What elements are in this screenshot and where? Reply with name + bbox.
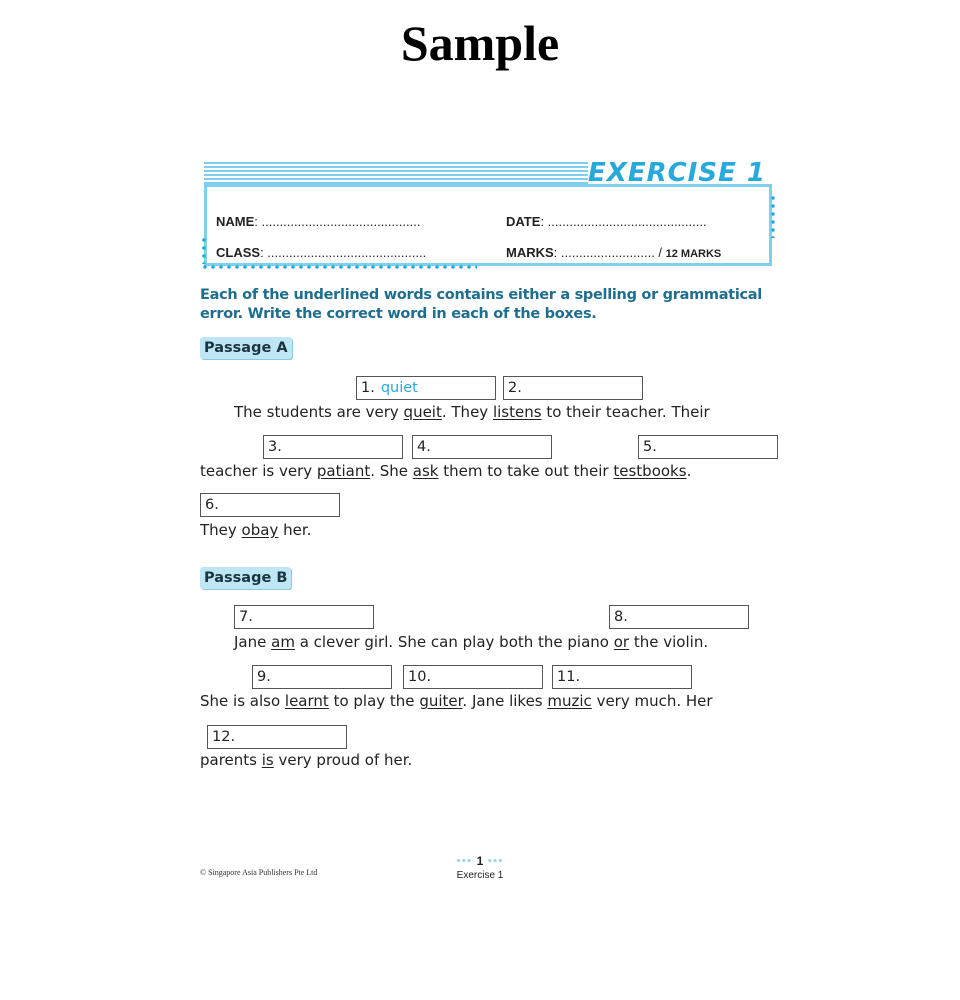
answer-box-6[interactable] <box>200 493 340 517</box>
passage-b-line-3: parents is very proud of her. <box>200 751 413 769</box>
box-number: 10. <box>408 669 432 685</box>
answer-box-3[interactable] <box>263 435 403 459</box>
box-number: 4. <box>417 439 431 455</box>
answer-box-9[interactable] <box>252 665 392 689</box>
box-number: 2. <box>508 380 522 396</box>
box-number: 11. <box>557 669 581 685</box>
name-field[interactable] <box>216 214 420 229</box>
answer-box-8[interactable] <box>609 605 749 629</box>
error-word: queit <box>403 403 442 421</box>
exercise-title: EXERCISE 1 <box>588 158 766 188</box>
instruction-text: Each of the underlined words contains either a spelling or grammatical error. Write the correct word in each of the boxes. <box>200 287 762 322</box>
decorative-dots <box>201 264 477 270</box>
decorative-dots <box>770 194 776 238</box>
error-word: or <box>613 633 630 651</box>
error-word: obay <box>241 521 279 539</box>
error-word: patiant <box>316 462 371 480</box>
passage-b-label: Passage B <box>200 567 291 589</box>
dots-icon: ●●● <box>487 857 504 865</box>
passage-a-line-2: teacher is very patiant. She ask them to take out their testbooks. <box>200 462 692 480</box>
decorative-dots <box>201 236 207 264</box>
marks-field[interactable] <box>506 245 721 260</box>
answer-box-4[interactable] <box>412 435 552 459</box>
answer-text: quiet <box>380 380 418 396</box>
answer-box-1[interactable] <box>356 376 496 400</box>
error-word: ask <box>412 462 439 480</box>
passage-b-line-1: Jane am a clever girl. She can play both the piano or the violin. <box>234 633 709 651</box>
passage-a-line-3: They obay her. <box>200 521 312 539</box>
marks-blank: : .......................... / <box>553 245 666 260</box>
error-word: muzic <box>547 692 592 710</box>
name-blank: : ............................................ <box>254 214 421 229</box>
box-number: 12. <box>212 729 236 745</box>
dots-icon: ●●● <box>456 857 473 865</box>
page-footer <box>440 852 520 881</box>
page-number: 1 <box>476 854 484 868</box>
error-word: guiter <box>419 692 463 710</box>
decorative-stripes <box>204 162 588 184</box>
answer-box-10[interactable] <box>403 665 543 689</box>
passage-a-label: Passage A <box>200 337 292 359</box>
marks-total: 12 MARKS <box>665 248 722 260</box>
answer-box-5[interactable] <box>638 435 778 459</box>
error-word: is <box>261 751 274 769</box>
box-number: 9. <box>257 669 271 685</box>
box-number: 3. <box>268 439 282 455</box>
error-word: am <box>271 633 295 651</box>
date-field[interactable] <box>506 214 707 229</box>
exercise-header <box>200 160 780 272</box>
page-label: Exercise 1 <box>456 870 504 881</box>
error-word: listens <box>492 403 542 421</box>
answer-box-2[interactable] <box>503 376 643 400</box>
box-number: 1. <box>361 380 375 396</box>
passage-b-line-2: She is also learnt to play the guiter. Jane likes muzic very much. Her <box>200 692 713 710</box>
watermark-title: Sample <box>400 15 560 71</box>
box-number: 7. <box>239 609 253 625</box>
date-label: DATE <box>506 214 541 229</box>
box-number: 5. <box>643 439 657 455</box>
answer-box-12[interactable] <box>207 725 347 749</box>
answer-box-11[interactable] <box>552 665 692 689</box>
class-label: CLASS <box>216 245 261 260</box>
marks-label: MARKS <box>506 245 554 260</box>
passage-a-line-1: The students are very queit. They listens to their teacher. Their <box>234 403 710 421</box>
copyright-text: © Singapore Asia Publishers Pte Ltd <box>200 868 318 877</box>
date-blank: : ............................................ <box>540 214 707 229</box>
box-number: 8. <box>614 609 628 625</box>
box-number: 6. <box>205 497 219 513</box>
answer-box-7[interactable] <box>234 605 374 629</box>
error-word: testbooks <box>613 462 687 480</box>
error-word: learnt <box>284 692 329 710</box>
class-field[interactable] <box>216 245 426 260</box>
class-blank: : ............................................ <box>260 245 427 260</box>
name-label: NAME <box>216 214 255 229</box>
